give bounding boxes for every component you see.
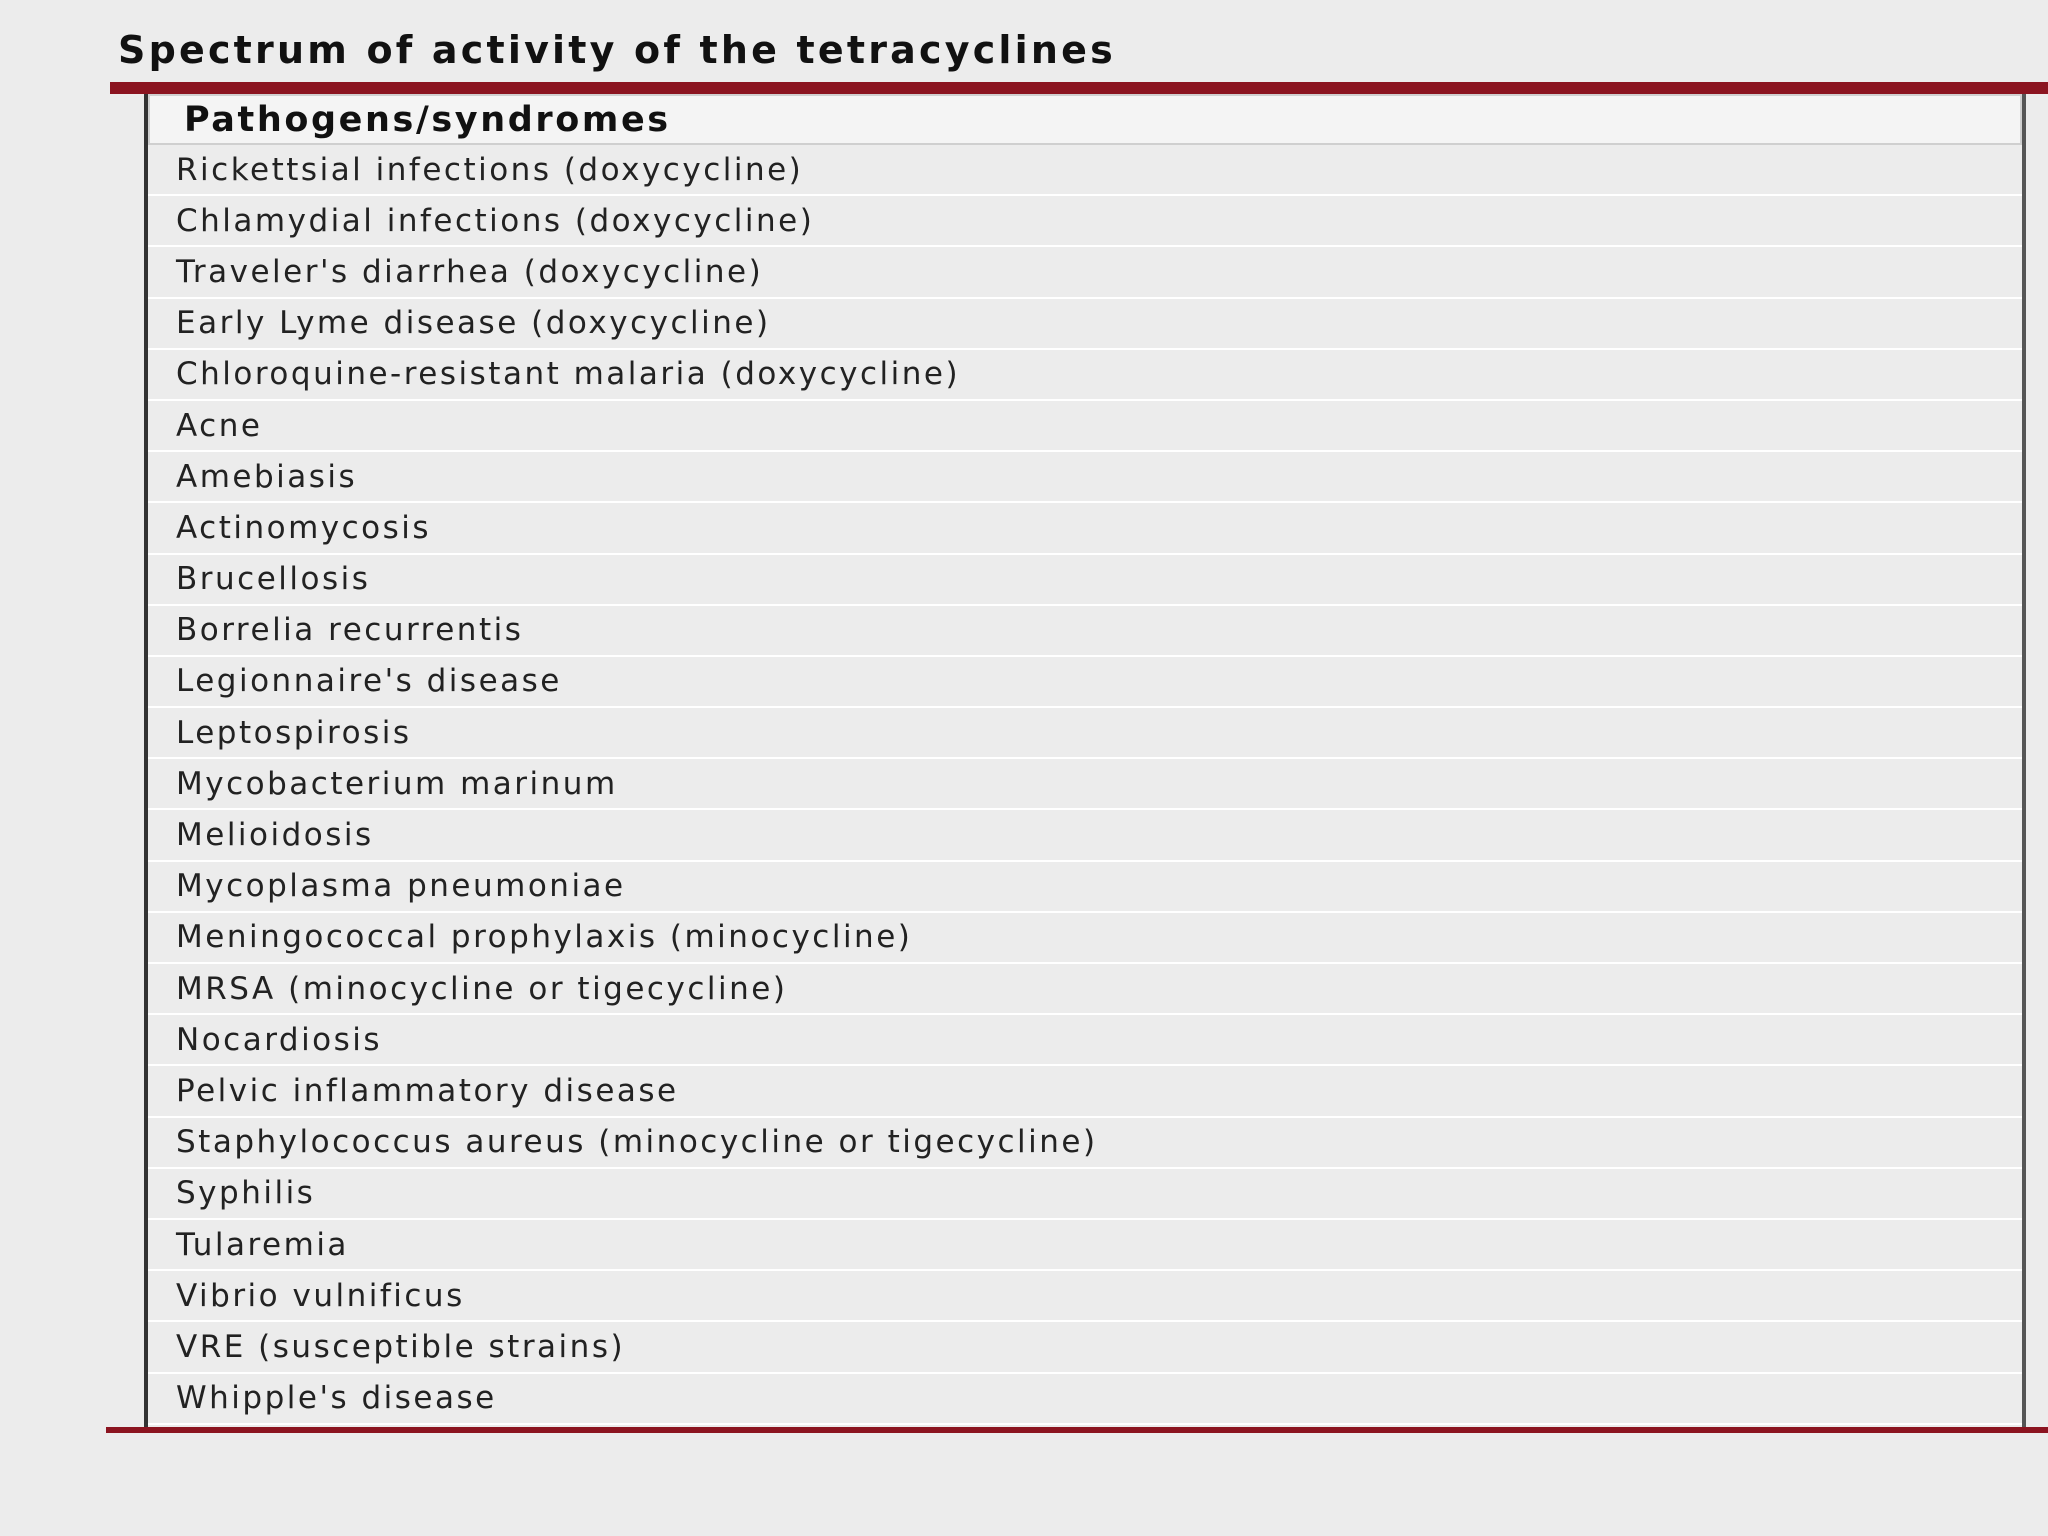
table-row: Chloroquine-resistant malaria (doxycycline) bbox=[148, 350, 2022, 401]
table-row: Brucellosis bbox=[148, 555, 2022, 606]
table-row: Early Lyme disease (doxycycline) bbox=[148, 299, 2022, 350]
table-row: Leptospirosis bbox=[148, 708, 2022, 759]
table-header: Pathogens/syndromes bbox=[148, 94, 2022, 145]
table-body bbox=[148, 145, 2022, 1425]
table-row: Acne bbox=[148, 401, 2022, 452]
table-row: Syphilis bbox=[148, 1169, 2022, 1220]
table-row: VRE (susceptible strains) bbox=[148, 1322, 2022, 1373]
table-row: Nocardiosis bbox=[148, 1015, 2022, 1066]
table-row: MRSA (minocycline or tigecycline) bbox=[148, 964, 2022, 1015]
table-row: Chlamydial infections (doxycycline) bbox=[148, 196, 2022, 247]
table-row: Amebiasis bbox=[148, 452, 2022, 503]
table-row: Whipple's disease bbox=[148, 1374, 2022, 1425]
bottom-rule bbox=[106, 1427, 2048, 1433]
page-title: Spectrum of activity of the tetracyclines bbox=[118, 28, 1116, 72]
table-row: Traveler's diarrhea (doxycycline) bbox=[148, 247, 2022, 298]
table-row: Tularemia bbox=[148, 1220, 2022, 1271]
table-row: Borrelia recurrentis bbox=[148, 606, 2022, 657]
table-row: Pelvic inflammatory disease bbox=[148, 1066, 2022, 1117]
table-row: Vibrio vulnificus bbox=[148, 1271, 2022, 1322]
top-rule bbox=[110, 82, 2048, 94]
table-row: Rickettsial infections (doxycycline) bbox=[148, 145, 2022, 196]
table-row: Melioidosis bbox=[148, 810, 2022, 861]
table-row: Mycobacterium marinum bbox=[148, 759, 2022, 810]
table-row: Legionnaire's disease bbox=[148, 657, 2022, 708]
pathogens-table bbox=[144, 94, 2026, 1427]
table-row: Meningococcal prophylaxis (minocycline) bbox=[148, 913, 2022, 964]
table-row: Mycoplasma pneumoniae bbox=[148, 862, 2022, 913]
table-row: Staphylococcus aureus (minocycline or tigecycline) bbox=[148, 1118, 2022, 1169]
table-row: Actinomycosis bbox=[148, 503, 2022, 554]
